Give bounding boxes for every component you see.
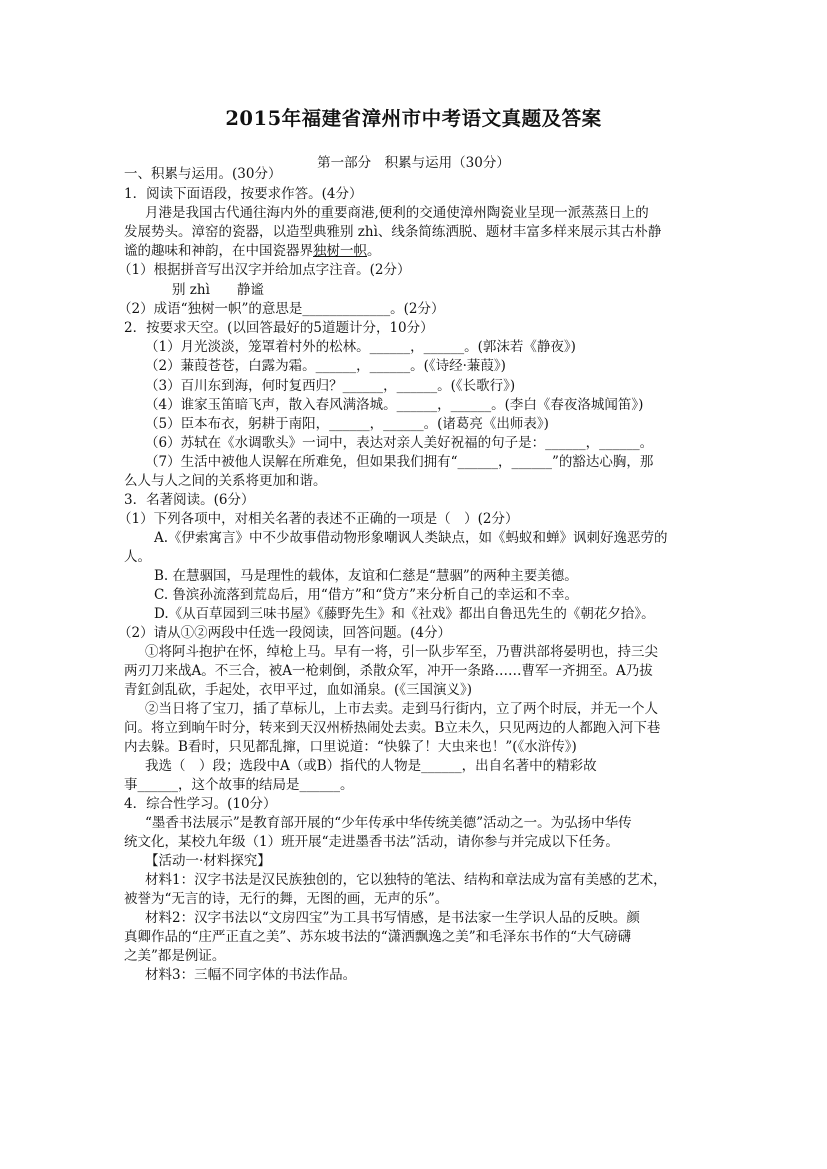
sub-question [118,301,445,318]
passage-line: 发展势头。漳窑的瓷器，以造型典雅别 zhì、线条简练洒脱、题材丰富多样来展示其古朴静 [124,224,662,240]
question-heading: 4．综合性学习。(10分） [124,796,277,812]
material-line: 之美”都是例证。 [124,948,226,964]
choice-d: D.《从百草园到三味书屋》《藤野先生》和《社戏》都出自鲁迅先生的《朝花夕拾》。 [154,606,655,622]
material-line: 被誉为“无言的诗，无行的舞，无图的画，无声的乐”。 [124,891,449,907]
choice-c: C. 鲁滨孙流落到荒岛后，用“借方”和“贷方”来分析自己的幸运和不幸。 [154,587,579,603]
fill-in-item: （2）蒹葭苍苍，白露为霜。______，______。(《诗经·蒹葭》) [145,358,506,374]
excerpt-line: ②当日将了宝刀，插了草标儿，上市去卖。走到马行街内，立了两个时辰，并无一个人 [145,701,658,717]
question-heading: 3．名著阅读。(6分） [124,492,255,508]
excerpt-line: 问。将立到晌午时分，转来到天汉州桥热闹处去卖。B立未久，只见两边的人都跑入河下巷 [124,720,661,736]
excerpt-line: 青釭剑乱砍，手起处，衣甲平过，血如涌泉。(《三国演义》) [124,682,473,698]
choice-a: 人。 [124,549,151,565]
choice-a: A.《伊索寓言》中不少故事借动物形象嘲讽人类缺点，如《蚂蚁和蝉》讽刺好逸恶劳的 [154,530,668,546]
underlined-idiom: 独树一帜 [313,243,367,259]
question-heading: 2．按要求天空。(以回答最好的5道题计分，10分） [124,320,434,336]
fill-in-item: 么人与人之间的关系将更加和谐。 [124,473,327,489]
material-line: 材料2：汉字书法以“文房四宝”为工具书写情感，是书法家一生学识人品的反映。颜 [145,910,640,926]
sub-question: （1）下列各项中，对相关名著的表述不正确的一项是（ ）(2分） [118,511,519,527]
fill-in-item: （5）臣本布衣，躬耕于南阳，______，______。(诸葛亮《出师表》) [145,416,549,432]
fill-in-item: （4）谁家玉笛暗飞声，散入春风满洛城。______，______。(李白《春夜洛城闻笛》) [145,397,644,413]
material-line: 材料3：三幅不同字体的书法作品。 [145,967,357,983]
choice-b: B. 在慧骃国，马是理性的载体，友谊和仁慈是“慧骃”的两种主要美德。 [154,568,578,584]
passage-end: 。 [367,243,381,259]
answer-line: 事______，这个故事的结局是______。 [124,777,354,793]
question-heading: 1．阅读下面语段，按要求作答。(4分） [124,186,363,202]
material-line: 材料1：汉字书法是汉民族独创的，它以独特的笔法、结构和章法成为富有美感的艺术， [145,872,667,888]
excerpt-line: ①将阿斗抱护在怀，绰枪上马。早有一将，引一队步军至，乃曹洪部将晏明也，持三尖 [145,644,658,660]
fill-in-item: （6）苏轼在《水调歌头》一词中，表达对亲人美好祝福的句子是：______，______。 [145,435,654,451]
part-heading: 第一部分 积累与运用（30分） [317,155,510,171]
sub-question: （2）请从①②两段中任选一段阅读，回答问题。(4分） [118,625,451,641]
passage-line [124,243,381,260]
passage-line: 月港是我国古代通往海内外的重要商港,便利的交通使漳州陶瓷业呈现一派蒸蒸日上的 [145,205,649,221]
fill-in-item: （3）百川东到海，何时复西归？______，______。(《长歌行》) [145,378,516,394]
intro-line: 统文化，某校九年级（1）班开展“走进墨香书法”活动，请你参与并完成以下任务。 [124,834,619,850]
answer-blank: _____________。(2分） [302,301,445,317]
fill-in-item: （7）生活中被他人误解在所难免，但如果我们拥有“______，______”的豁达心胸，那 [145,454,654,470]
sub-question: （1）根据拼音写出汉字并给加点字注音。(2分） [118,262,411,278]
excerpt-line: 内去躲。B看时，只见都乱撺，口里说道：“快躲了！大虫来也！”(《水浒传》) [124,739,577,755]
idiom-question: （2）成语“独树一帜”的意思是 [118,301,303,317]
fill-in-item: （1）月光淡淡，笼罩着村外的松林。______，______。(郭沫若《静夜》) [145,339,576,355]
material-line: 真卿作品的“庄严正直之美”、苏东坡书法的“潇洒飘逸之美”和毛泽东书作的“大气磅礴 [124,929,632,945]
page-title: 2015年福建省漳州市中考语文真题及答案 [225,107,602,130]
excerpt-line: 两刃刀来战A。不三合，被A一枪刺倒，杀散众军，冲开一条路……曹军一齐拥至。A乃拔 [124,663,653,679]
activity-heading: 【活动一·材料探究】 [145,853,271,869]
intro-line: “墨香书法展示”是教育部开展的“少年传承中华传统美德”活动之一。为弘扬中华传 [145,815,632,831]
answer-line: 我选（ ）段；选段中A（或B）指代的人物是______，出自名著中的精彩故 [145,758,597,774]
section-heading: 一、积累与运用。(30分） [124,166,282,182]
pinyin-prompt: 别 zhì 静谧 [172,282,264,298]
passage-text: 谧的趣味和神韵，在中国瓷器界 [124,243,313,259]
